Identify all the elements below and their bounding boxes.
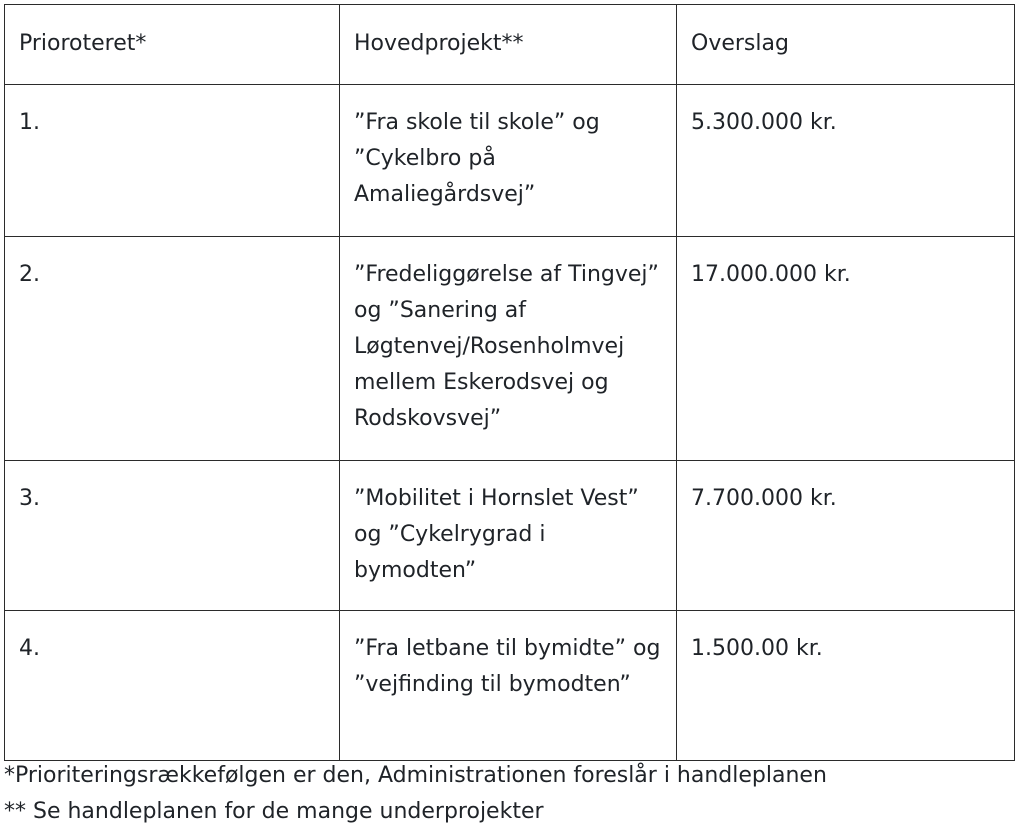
table-row bbox=[5, 611, 1015, 761]
table-header-row bbox=[5, 5, 1015, 85]
header-priority: Prioroteret* bbox=[5, 5, 340, 85]
estimate-cell: 1.500.00 kr. bbox=[677, 611, 1015, 761]
priority-cell: 1. bbox=[5, 85, 340, 237]
priority-cell: 4. bbox=[5, 611, 340, 761]
estimate-cell: 17.000.000 kr. bbox=[677, 237, 1015, 461]
footnotes bbox=[4, 758, 1014, 830]
table-row bbox=[5, 237, 1015, 461]
project-cell: ”Mobilitet i Hornslet Vest” og ”Cykelrygrad i bymodten” bbox=[340, 461, 677, 611]
footnote-priority: *Prioriteringsrækkefølgen er den, Administrationen foreslår i handleplanen bbox=[4, 763, 827, 788]
footnote-subprojects: ** Se handleplanen for de mange underprojekter bbox=[4, 799, 544, 824]
project-cell: ”Fra skole til skole” og ”Cykelbro på Amaliegårdsvej” bbox=[340, 85, 677, 237]
header-main-project: Hovedprojekt** bbox=[340, 5, 677, 85]
header-estimate: Overslag bbox=[677, 5, 1015, 85]
estimate-cell: 5.300.000 kr. bbox=[677, 85, 1015, 237]
priority-cell: 2. bbox=[5, 237, 340, 461]
project-cell: ”Fra letbane til bymidte” og ”vejfinding til bymodten” bbox=[340, 611, 677, 761]
priority-table bbox=[4, 4, 1015, 761]
estimate-cell: 7.700.000 kr. bbox=[677, 461, 1015, 611]
project-cell: ”Fredeliggørelse af Tingvej” og ”Sanering af Løgtenvej/Rosenholmvej mellem Eskerodsvej og Rodskovsvej” bbox=[340, 237, 677, 461]
table-row bbox=[5, 461, 1015, 611]
priority-table-container bbox=[4, 4, 1014, 761]
table-row bbox=[5, 85, 1015, 237]
priority-cell: 3. bbox=[5, 461, 340, 611]
